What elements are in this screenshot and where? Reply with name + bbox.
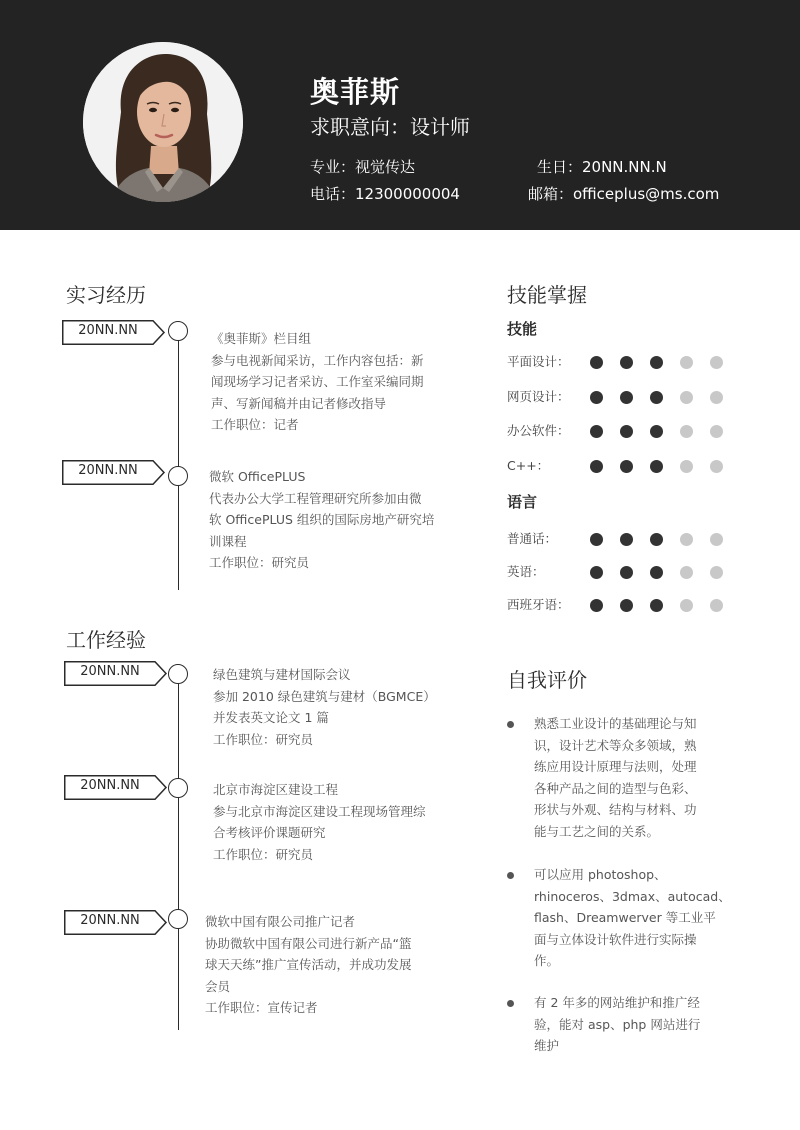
entry-desc-line: 软 OfficePLUS 组织的国际房地产研究培 xyxy=(209,512,435,527)
tech-skills-subheading: 技能 xyxy=(507,320,538,338)
entry-position: 工作职位：研究员 xyxy=(213,846,314,862)
skill-row xyxy=(507,387,737,407)
rating-dot-filled xyxy=(590,391,603,404)
internship-date-2: 20NN.NN xyxy=(78,463,138,478)
timeline-node xyxy=(168,466,188,486)
rating-dot-empty xyxy=(680,391,693,404)
text-line: 作。 xyxy=(534,953,560,968)
work-date-tag-2 xyxy=(64,775,168,800)
skill-row xyxy=(507,421,737,441)
rating-dot-empty xyxy=(710,356,723,369)
rating-dot-filled xyxy=(650,425,663,438)
rating-dot-filled xyxy=(620,356,633,369)
internship-heading: 实习经历 xyxy=(66,283,146,307)
entry-org: 绿色建筑与建材国际会议 xyxy=(213,667,351,682)
skill-label: 平面设计： xyxy=(507,354,570,369)
text-line: 验，能对 asp、php 网站进行 xyxy=(534,1016,701,1032)
rating-dot-filled xyxy=(650,533,663,546)
language-label: 英语： xyxy=(507,564,545,579)
rating-dot-filled xyxy=(620,460,633,473)
rating-dot-empty xyxy=(680,533,693,546)
evaluation-text xyxy=(534,864,734,972)
work-date-1: 20NN.NN xyxy=(80,664,140,679)
skill-row xyxy=(507,456,737,476)
entry-position: 工作职位：记者 xyxy=(211,417,299,432)
portrait-image xyxy=(83,42,243,202)
entry-desc-line: 参加 2010 绿色建筑与建材（BGMCE） xyxy=(213,688,436,704)
entry-desc-line: 代表办公大学工程管理研究所参加由微 xyxy=(209,490,422,506)
text-line: 各种产品之间的造型与色彩、 xyxy=(534,780,697,796)
rating-dot-empty xyxy=(710,391,723,404)
skill-label: 网页设计： xyxy=(507,389,570,404)
rating-dot-filled xyxy=(650,566,663,579)
rating-dot-filled xyxy=(650,391,663,404)
entry-org: 微软 OfficePLUS xyxy=(209,469,306,484)
phone-info: 电话：12300000004 xyxy=(310,185,460,203)
rating-dot-filled xyxy=(650,599,663,612)
rating-dot-filled xyxy=(590,566,603,579)
work-entry-1 xyxy=(213,664,458,750)
text-line: 熟悉工业设计的基础理论与知 xyxy=(534,716,697,731)
language-subheading: 语言 xyxy=(507,493,538,511)
rating-dot-empty xyxy=(710,425,723,438)
internship-entry-1 xyxy=(211,328,456,436)
entry-org: 微软中国有限公司推广记者 xyxy=(205,914,356,929)
rating-dot-filled xyxy=(620,391,633,404)
rating-dot-empty xyxy=(680,566,693,579)
rating-dot-empty xyxy=(680,460,693,473)
bullet-dot xyxy=(507,872,514,879)
language-row xyxy=(507,562,737,582)
text-line: 维护 xyxy=(534,1038,560,1053)
rating-dot-filled xyxy=(650,356,663,369)
timeline-node xyxy=(168,778,188,798)
work-entry-2 xyxy=(213,779,458,865)
text-line: 识，设计艺术等众多领域，熟 xyxy=(534,737,697,753)
rating-dot-empty xyxy=(680,599,693,612)
rating-dot-filled xyxy=(620,533,633,546)
text-line: 练应用设计原理与法则，处理 xyxy=(534,759,697,774)
timeline-node xyxy=(168,909,188,929)
rating-dot-filled xyxy=(590,425,603,438)
entry-org: 《奥菲斯》栏目组 xyxy=(211,331,312,346)
skill-label: C++： xyxy=(507,458,550,473)
evaluation-heading: 自我评价 xyxy=(507,668,587,692)
entry-desc-line: 协助微软中国有限公司进行新产品“篮 xyxy=(205,935,412,951)
rating-dot-filled xyxy=(590,533,603,546)
internship-timeline-line xyxy=(178,331,179,590)
language-label: 普通话： xyxy=(507,531,558,546)
rating-dot-empty xyxy=(710,566,723,579)
language-label: 西班牙语： xyxy=(507,597,570,612)
work-timeline-line xyxy=(178,673,179,1030)
entry-desc-line: 训课程 xyxy=(209,533,247,549)
entry-desc-line: 合考核评价课题研究 xyxy=(213,825,326,840)
language-row xyxy=(507,595,737,615)
job-objective: 求职意向：设计师 xyxy=(310,115,470,139)
resume-header xyxy=(0,0,800,230)
text-line: 可以应用 photoshop、 xyxy=(534,867,667,882)
rating-dot-empty xyxy=(710,533,723,546)
entry-desc-line: 声、写新闻稿并由记者修改指导 xyxy=(211,395,387,411)
rating-dot-filled xyxy=(590,356,603,369)
rating-dot-empty xyxy=(710,599,723,612)
entry-org: 北京市海淀区建设工程 xyxy=(213,782,339,797)
rating-dot-empty xyxy=(710,460,723,473)
work-entry-3 xyxy=(205,911,450,1019)
internship-entry-2 xyxy=(209,466,454,574)
language-row xyxy=(507,529,737,549)
email-info: 邮箱：officeplus@ms.com xyxy=(528,185,720,203)
internship-date-tag-1 xyxy=(62,320,166,345)
bullet-dot xyxy=(507,721,514,728)
text-line: 形状与外观、结构与材料、功 xyxy=(534,802,697,817)
rating-dot-empty xyxy=(680,425,693,438)
internship-date-1: 20NN.NN xyxy=(78,323,138,338)
profile-photo xyxy=(83,42,243,202)
entry-desc-line: 闻现场学习记者采访、工作室采编同期 xyxy=(211,374,424,389)
rating-dot-filled xyxy=(620,566,633,579)
work-date-tag-3 xyxy=(64,910,168,935)
entry-position: 工作职位：研究员 xyxy=(209,555,310,570)
birth-info: 生日：20NN.NN.N xyxy=(537,158,667,176)
entry-position: 工作职位：宣传记者 xyxy=(205,1000,318,1015)
rating-dot-empty xyxy=(680,356,693,369)
entry-desc-line: 会员 xyxy=(205,978,231,994)
internship-date-tag-2 xyxy=(62,460,166,485)
skill-label: 办公软件： xyxy=(507,423,570,438)
evaluation-text xyxy=(534,713,734,842)
text-line: 能与工艺之间的关系。 xyxy=(534,823,660,839)
timeline-node xyxy=(168,321,188,341)
entry-desc-line: 并发表英文论文 1 篇 xyxy=(213,710,329,725)
bullet-dot xyxy=(507,1000,514,1007)
text-line: 面与立体设计软件进行实际操 xyxy=(534,931,697,947)
work-date-2: 20NN.NN xyxy=(80,778,140,793)
rating-dot-filled xyxy=(590,460,603,473)
timeline-node xyxy=(168,664,188,684)
work-date-tag-1 xyxy=(64,661,168,686)
text-line: rhinoceros、3dmax、autocad、 xyxy=(534,888,731,904)
work-date-3: 20NN.NN xyxy=(80,913,140,928)
evaluation-text xyxy=(534,992,734,1057)
rating-dot-filled xyxy=(590,599,603,612)
text-line: 有 2 年多的网站维护和推广经 xyxy=(534,995,700,1010)
candidate-name: 奥菲斯 xyxy=(310,75,401,109)
text-line: flash、Dreamwerver 等工业平 xyxy=(534,910,716,925)
entry-desc-line: 参与电视新闻采访，工作内容包括：新 xyxy=(211,352,424,368)
entry-desc-line: 参与北京市海淀区建设工程现场管理综 xyxy=(213,803,426,819)
skill-row xyxy=(507,352,737,372)
rating-dot-filled xyxy=(650,460,663,473)
skills-heading: 技能掌握 xyxy=(507,283,587,307)
rating-dot-filled xyxy=(620,599,633,612)
rating-dot-filled xyxy=(620,425,633,438)
entry-position: 工作职位：研究员 xyxy=(213,731,314,747)
major-info: 专业：视觉传达 xyxy=(310,158,416,176)
entry-desc-line: 球天天练”推广宣传活动，并成功发展 xyxy=(205,957,412,972)
work-heading: 工作经验 xyxy=(66,628,146,652)
